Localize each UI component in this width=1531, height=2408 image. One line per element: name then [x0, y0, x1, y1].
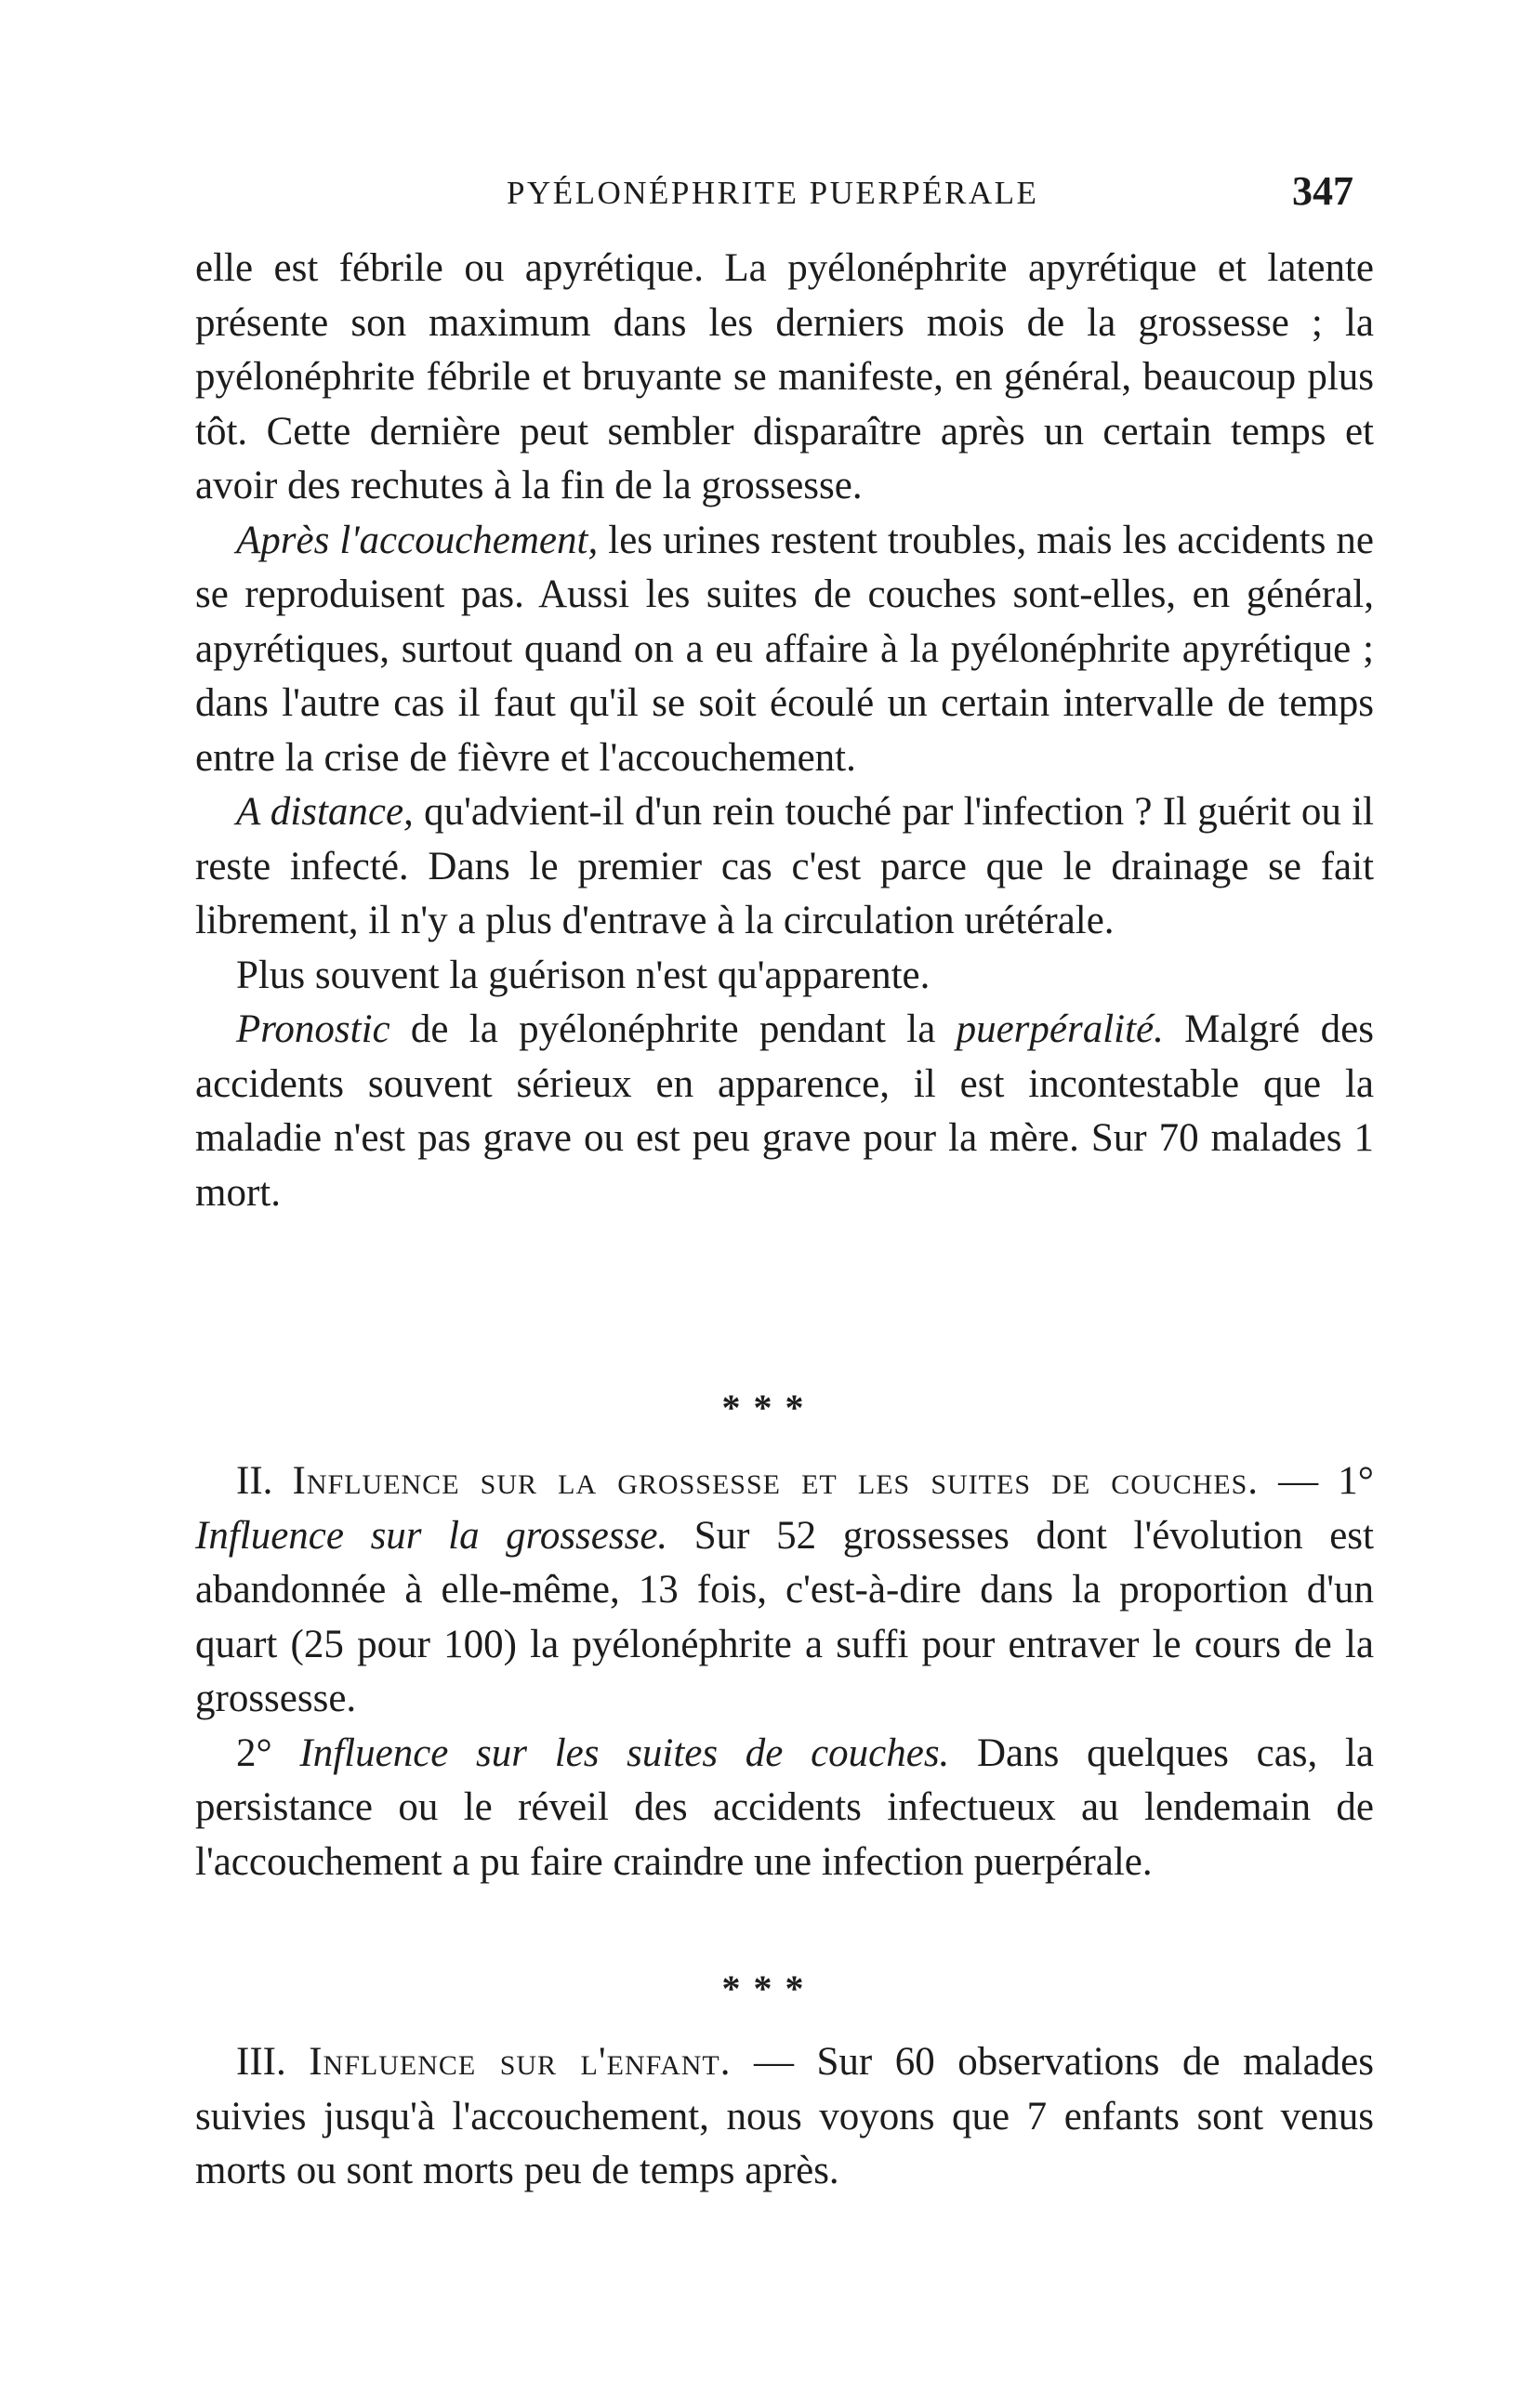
subsection-number: 2° [236, 1730, 300, 1775]
paragraph [195, 514, 1374, 786]
paragraph [195, 785, 1374, 949]
paragraph-text: Dans quelques cas, la persistance ou le réveil des accidents infectueux au lendemain de l'accouchement a pu faire craindre une infection puerpérale. [195, 1730, 1374, 1884]
section-prognosis [195, 242, 1374, 1220]
page-number: 347 [1292, 168, 1353, 214]
paragraph-text: Sur 52 grossesses dont l'évolution est abandonnée à elle-même, 13 fois, c'est-à-dire dans la proportion d'un quart (25 pour 100) la pyélonéphrite a suffi pour entraver le cours de la grossesse. [195, 1513, 1374, 1720]
paragraph [195, 1003, 1374, 1220]
paragraph-text: qu'advient-il d'un rein touché par l'infection ? Il guérit ou il reste infecté. Dans le premier cas c'est parce que le drainage se fait librement, il n'y a plus d'entrave à la circulation urétérale. [195, 790, 1374, 942]
section-separator: *** [721, 1967, 817, 2009]
heading-dash: — 1° [1259, 1459, 1374, 1503]
running-header [0, 170, 1531, 217]
section-heading: Influence sur l'enfant. [309, 2040, 732, 2084]
section-separator: *** [721, 1387, 817, 1428]
section-number: II. [236, 1459, 273, 1503]
section-number: III. [236, 2040, 286, 2084]
paragraph [195, 1454, 1374, 1727]
paragraph-text: les urines restent troubles, mais les accidents ne se reproduisent pas. Aussi les suites de couches sont-elles, en général, apyrétiques, surtout quand on a eu affaire à la pyélonéphrite apyrétique ; dans l'autre cas il faut qu'il se soit écoulé un certain intervalle de temps entre la crise de fièvre et l'accouchement. [195, 518, 1374, 780]
paragraph-text: — Sur 60 observations de malades suivies jusqu'à l'accouchement, nous voyons que 7 enfants sont venus morts ou sont morts peu de temps après. [195, 2040, 1374, 2192]
paragraph [195, 949, 1374, 1004]
paragraph [195, 1727, 1374, 1890]
paragraph-text: de la pyélonéphrite pendant la [389, 1007, 957, 1051]
italic-lead: Après l'accouchement, [236, 518, 599, 562]
paragraph-text: elle est fébrile ou apyrétique. La pyélonéphrite apyrétique et latente présente son maximum dans les derniers mois de la grossesse ; la pyélonéphrite fébrile et bruyante se manifeste, en général, beaucoup plus tôt. Cette dernière peut sembler disparaître après un certain temps et avoir des rechutes à la fin de la grossesse. [195, 246, 1374, 507]
paragraph [195, 242, 1374, 514]
italic-term: puerpéralité. [956, 1007, 1164, 1051]
section-influence-child [195, 2035, 1374, 2199]
italic-subheading: Influence sur la grossesse. [195, 1513, 668, 1558]
paragraph-text: Malgré des accidents souvent sérieux en apparence, il est incontestable que la maladie n'est pas grave ou est peu grave pour la mère. Sur 70 malades 1 mort. [195, 1007, 1374, 1215]
section-influence-pregnancy [195, 1454, 1374, 1889]
italic-subheading: Influence sur les suites de couches. [299, 1730, 950, 1775]
paragraph [195, 2035, 1374, 2199]
running-title: PYÉLONÉPHRITE PUERPÉRALE [507, 175, 1039, 211]
italic-lead: Pronostic [236, 1007, 390, 1051]
italic-lead: A distance, [236, 790, 414, 834]
paragraph-text: Plus souvent la guérison n'est qu'apparente. [236, 953, 930, 997]
section-heading: Influence sur la grossesse et les suites de couches. [292, 1459, 1260, 1503]
